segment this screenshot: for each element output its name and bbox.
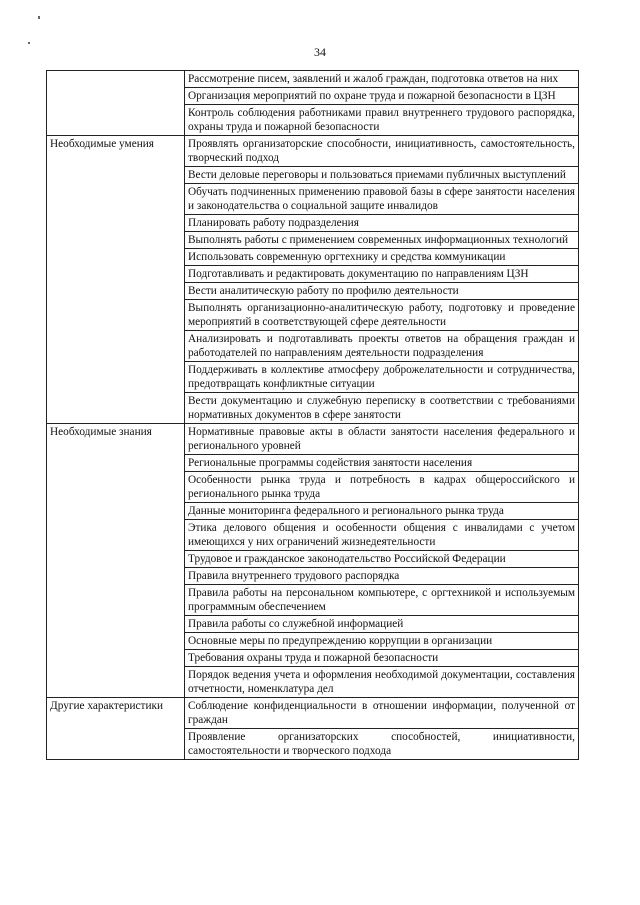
- requirement-item: Основные меры по предупреждению коррупции в организации: [185, 633, 579, 650]
- table-row: [47, 136, 579, 167]
- requirement-item: Поддерживать в коллективе атмосферу доброжелательности и сотрудничества, предотвращать конфликтные ситуации: [185, 362, 579, 393]
- table-row: [47, 424, 579, 455]
- scan-mark: [38, 16, 40, 19]
- requirement-item: Правила работы на персональном компьютере, с оргтехникой и используемым программным обеспечением: [185, 585, 579, 616]
- requirement-item: Вести деловые переговоры и пользоваться приемами публичных выступлений: [185, 167, 579, 184]
- requirement-item: Проявление организаторских способностей, инициативности, самостоятельности и творческого подхода: [185, 729, 579, 760]
- requirements-table-body: [47, 71, 579, 760]
- requirement-item: Правила работы со служебной информацией: [185, 616, 579, 633]
- requirement-item: Трудовое и гражданское законодательство Российской Федерации: [185, 551, 579, 568]
- requirement-item: Этика делового общения и особенности общения с инвалидами с учетом имеющихся у них ограничений жизнедеятельности: [185, 520, 579, 551]
- requirement-item: Нормативные правовые акты в области занятости населения федерального и регионального уровней: [185, 424, 579, 455]
- requirement-item: Проявлять организаторские способности, инициативность, самостоятельность, творческий подход: [185, 136, 579, 167]
- group-label: Необходимые знания: [47, 424, 185, 698]
- requirement-item: Рассмотрение писем, заявлений и жалоб граждан, подготовка ответов на них: [185, 71, 579, 88]
- scan-mark: [28, 42, 30, 44]
- requirement-item: Планировать работу подразделения: [185, 215, 579, 232]
- requirement-item: Правила внутреннего трудового распорядка: [185, 568, 579, 585]
- requirement-item: Вести документацию и служебную переписку в соответствии с требованиями нормативных документов в сфере занятости: [185, 393, 579, 424]
- requirement-item: Подготавливать и редактировать документацию по направлениям ЦЗН: [185, 266, 579, 283]
- requirement-item: Организация мероприятий по охране труда и пожарной безопасности в ЦЗН: [185, 88, 579, 105]
- group-label: Другие характеристики: [47, 698, 185, 760]
- requirement-item: Контроль соблюдения работниками правил внутреннего трудового распорядка, охраны труда и пожарной безопасности: [185, 105, 579, 136]
- requirement-item: Анализировать и подготавливать проекты ответов на обращения граждан и работодателей по направлениям деятельности подразделения: [185, 331, 579, 362]
- group-label: Необходимые умения: [47, 136, 185, 424]
- requirement-item: Порядок ведения учета и оформления необходимой документации, составления отчетности, номенклатура дел: [185, 667, 579, 698]
- requirement-item: Обучать подчиненных применению правовой базы в сфере занятости населения и законодательства о социальной защите инвалидов: [185, 184, 579, 215]
- requirement-item: Региональные программы содействия занятости населения: [185, 455, 579, 472]
- requirement-item: Соблюдение конфиденциальности в отношении информации, полученной от граждан: [185, 698, 579, 729]
- requirement-item: Требования охраны труда и пожарной безопасности: [185, 650, 579, 667]
- requirement-item: Использовать современную оргтехнику и средства коммуникации: [185, 249, 579, 266]
- requirement-item: Выполнять организационно-аналитическую работу, подготовку и проведение мероприятий в соответствующей сфере деятельности: [185, 300, 579, 331]
- requirements-table: [46, 70, 579, 760]
- page-number: 34: [314, 45, 326, 59]
- requirement-item: Особенности рынка труда и потребность в кадрах общероссийского и регионального рынка труда: [185, 472, 579, 503]
- table-row: [47, 698, 579, 729]
- group-label: [47, 71, 185, 136]
- requirement-item: Выполнять работы с применением современных информационных технологий: [185, 232, 579, 249]
- requirement-item: Данные мониторинга федерального и регионального рынка труда: [185, 503, 579, 520]
- table-row: [47, 71, 579, 88]
- requirement-item: Вести аналитическую работу по профилю деятельности: [185, 283, 579, 300]
